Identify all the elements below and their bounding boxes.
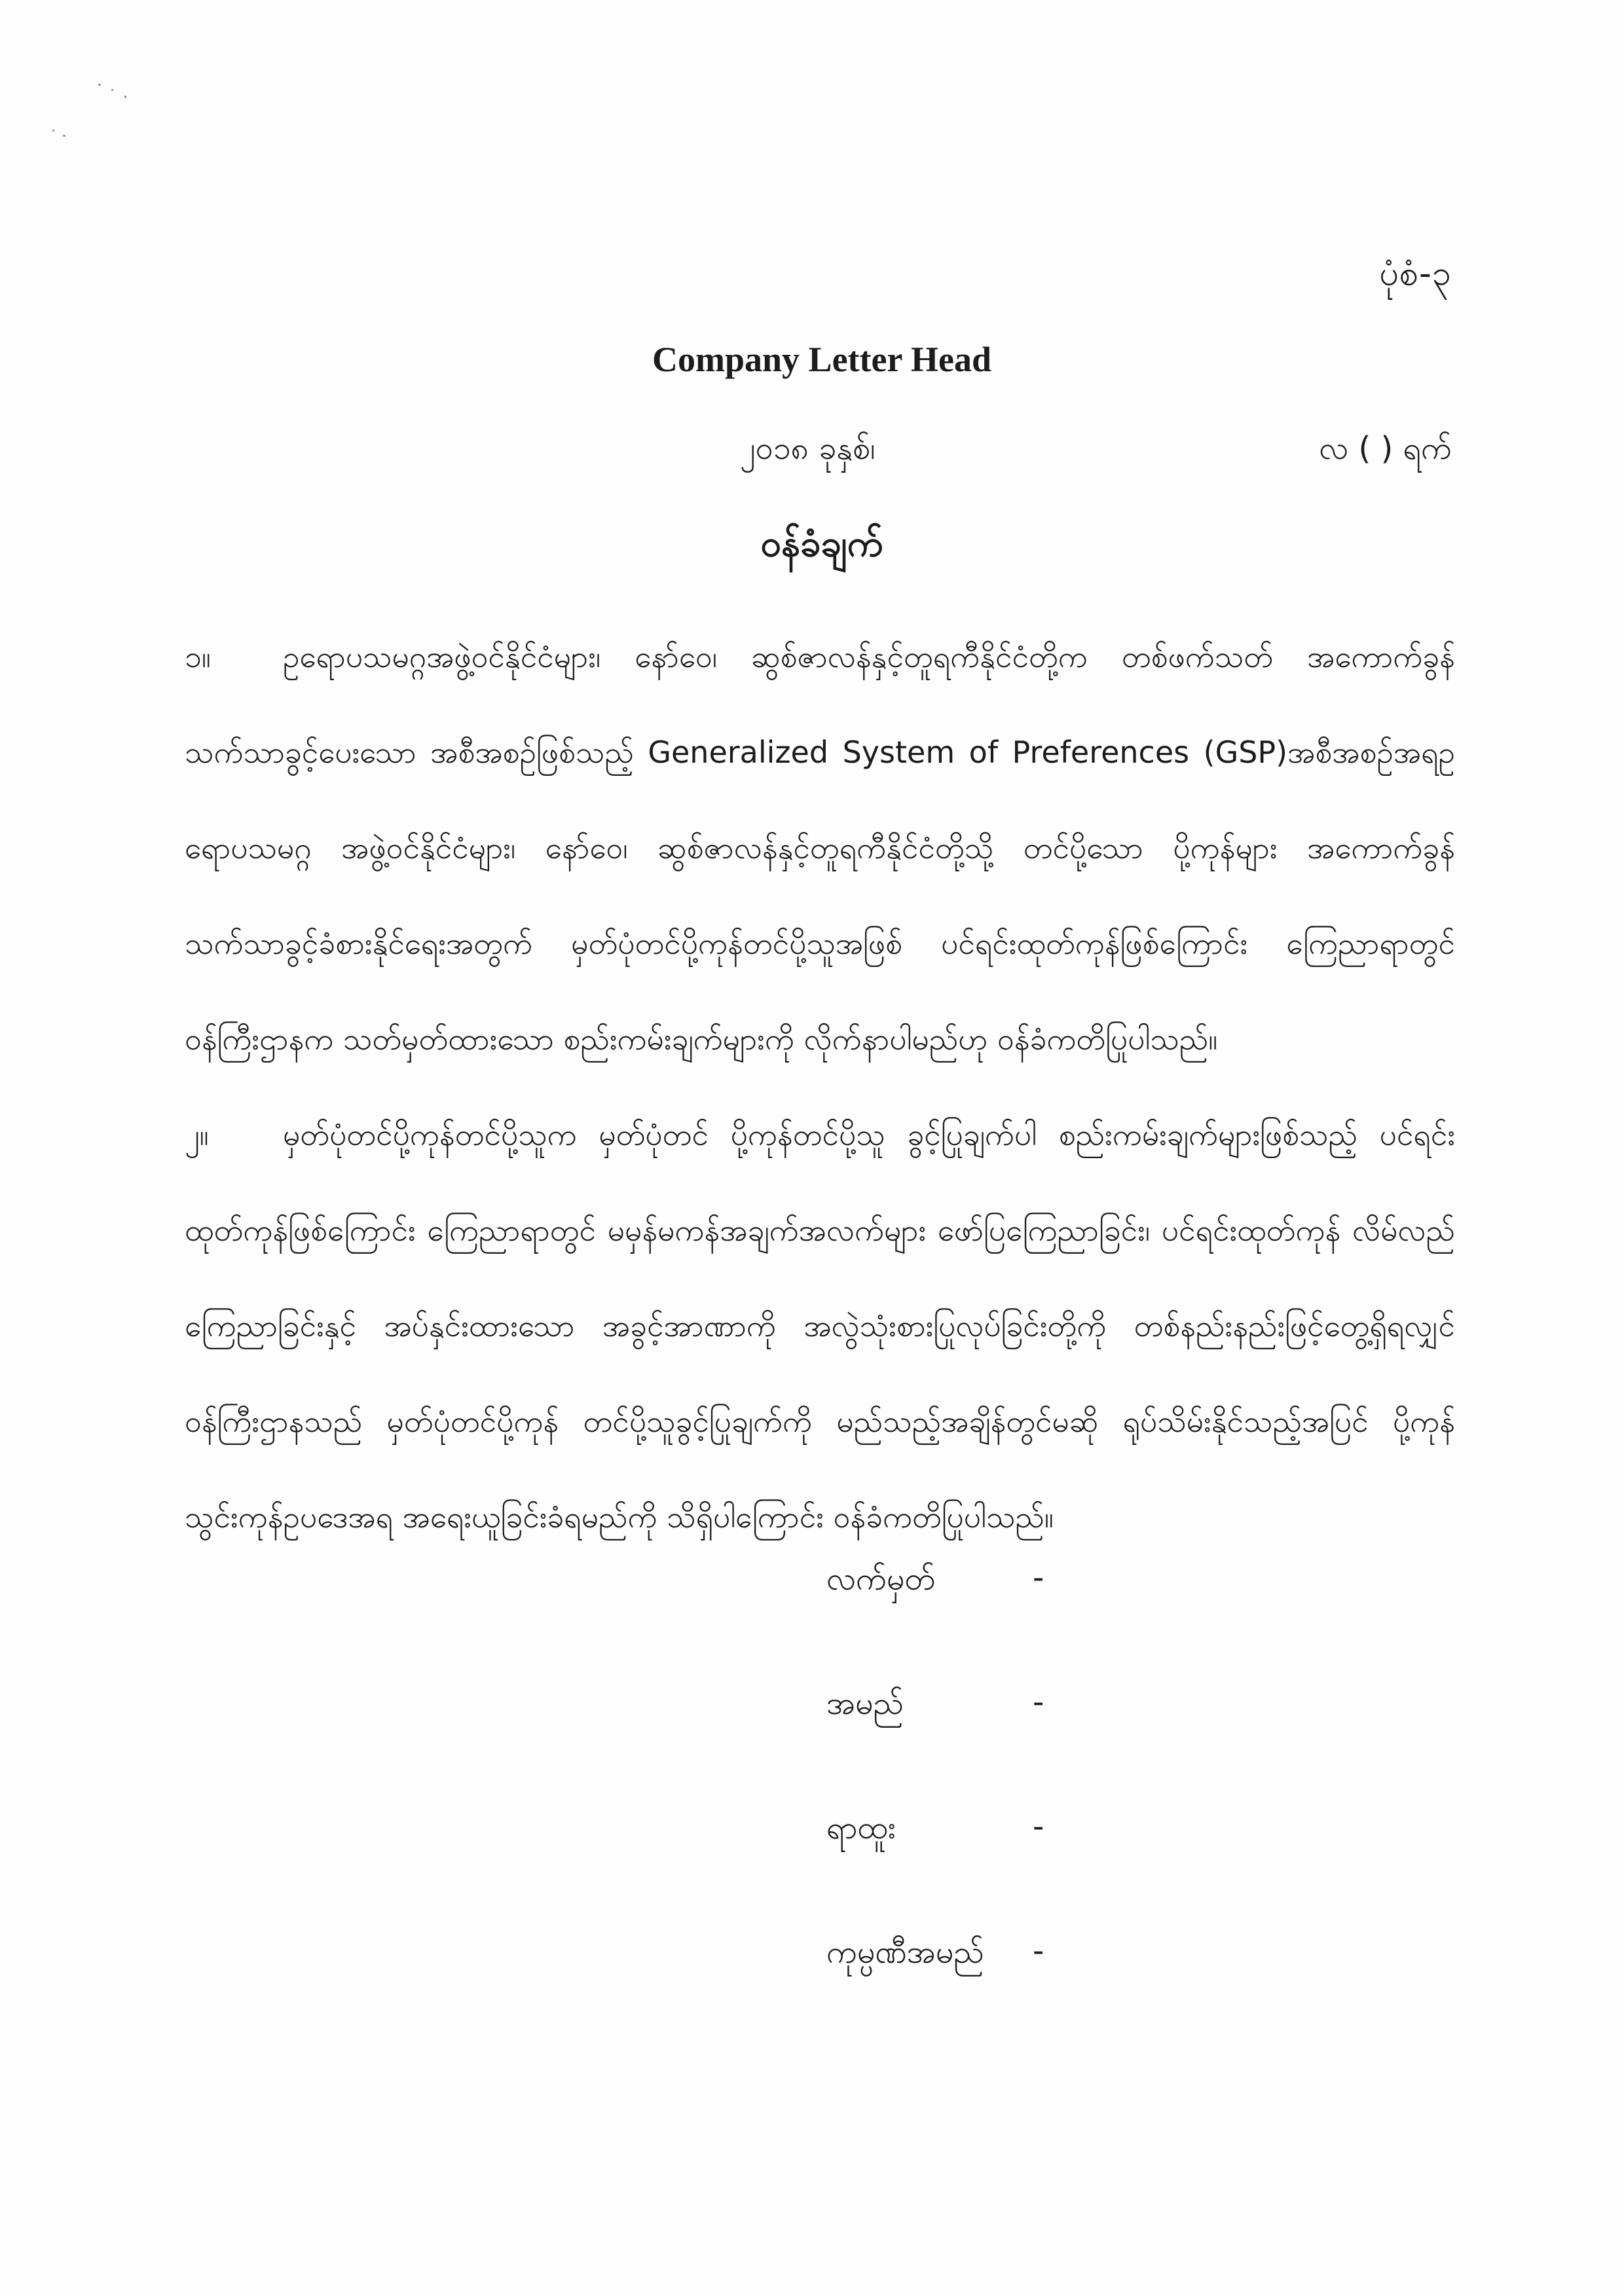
scan-speck	[52, 130, 54, 132]
name-label: အမည်	[826, 1685, 904, 1722]
paragraph-1	[185, 609, 1455, 1087]
scan-speck	[111, 89, 113, 91]
company-name-separator: -	[1033, 1933, 1044, 1969]
paragraph-text: ဥရောပသမဂ္ဂအဖွဲ့ဝင်နိုင်ငံများ၊ နော်ဝေ၊ ဆွစ်ဇာလန်နှင့်တူရကီနိုင်ငံတို့က တစ်ဖက်သတ် အကောက်ခွန်သက်သာခွင့်ပေးသော အစီအစဉ်ဖြစ်သည့် Generalized System of Preferences (GSP)အစီအစဉ်အရဥရောပသမဂ္ဂ အဖွဲ့ဝင်နိုင်ငံများ၊ နော်ဝေ၊ ဆွစ်ဇာလန်နှင့်တူရကီနိုင်ငံတို့သို့ တင်ပို့သော ပို့ကုန်များ အကောက်ခွန်သက်သာခွင့်ခံစားနိုင်ရေးအတွက် မှတ်ပုံတင်ပို့ကုန်တင်ပို့သူအဖြစ် ပင်ရင်းထုတ်ကုန်ဖြစ်ကြောင်း ကြေညာရာတွင် ဝန်ကြီးဌာနက သတ်မှတ်ထားသော စည်းကမ်းချက်များကို လိုက်နာပါမည်ဟု ဝန်ခံကတိပြုပါသည်။	[185, 639, 1455, 1057]
paragraph-2	[185, 1087, 1455, 1565]
paragraph-number: ၁။	[185, 639, 211, 674]
position-separator: -	[1033, 1808, 1044, 1845]
company-name-row	[826, 1933, 1154, 1978]
signature-label: လက်မှတ်	[826, 1561, 936, 1597]
paragraph-number: ၂။	[185, 1117, 209, 1152]
form-number: ပုံစံ-၃	[1379, 254, 1452, 293]
date-month-day: လ ( ) ရက်	[1319, 430, 1452, 467]
scan-speck	[63, 135, 65, 137]
name-separator: -	[1033, 1684, 1044, 1721]
scan-speck	[98, 84, 101, 86]
date-year: ၂၀၁၈ ခုနှစ်၊	[740, 430, 876, 467]
position-label: ရာထူး	[826, 1810, 896, 1846]
document-heading: ဝန်ခံချက်	[760, 522, 883, 565]
signature-separator: -	[1033, 1559, 1044, 1596]
signature-row	[826, 1559, 1154, 1605]
name-row	[826, 1684, 1154, 1730]
company-letterhead: Company Letter Head	[652, 340, 991, 379]
company-name-label: ကုမ္ပဏီအမည်	[826, 1934, 984, 1971]
position-row	[826, 1808, 1154, 1854]
paragraph-text: မှတ်ပုံတင်ပို့ကုန်တင်ပို့သူက မှတ်ပုံတင် ပို့ကုန်တင်ပို့သူ ခွင့်ပြုချက်ပါ စည်းကမ်းချက်များဖြစ်သည့် ပင်ရင်းထုတ်ကုန်ဖြစ်ကြောင်း ကြေညာရာတွင် မမှန်မကန်အချက်အလက်များ ဖော်ပြကြေညာခြင်း၊ ပင်ရင်းထုတ်ကုန် လိမ်လည်ကြေညာခြင်းနှင့် အပ်နှင်းထားသော အခွင့်အာဏာကို အလွဲသုံးစားပြုလုပ်ခြင်းတို့ကို တစ်နည်းနည်းဖြင့်တွေ့ရှိရလျှင် ဝန်ကြီးဌာနသည် မှတ်ပုံတင်ပို့ကုန် တင်ပို့သူခွင့်ပြုချက်ကို မည်သည့်အချိန်တွင်မဆို ရုပ်သိမ်းနိုင်သည့်အပြင် ပို့ကုန်သွင်းကုန်ဥပဒေအရ အရေးယူခြင်းခံရမည်ကို သိရှိပါကြောင်း ဝန်ခံကတိပြုပါသည်။	[185, 1117, 1455, 1535]
scan-speck	[124, 96, 126, 98]
document-body	[185, 609, 1455, 1565]
